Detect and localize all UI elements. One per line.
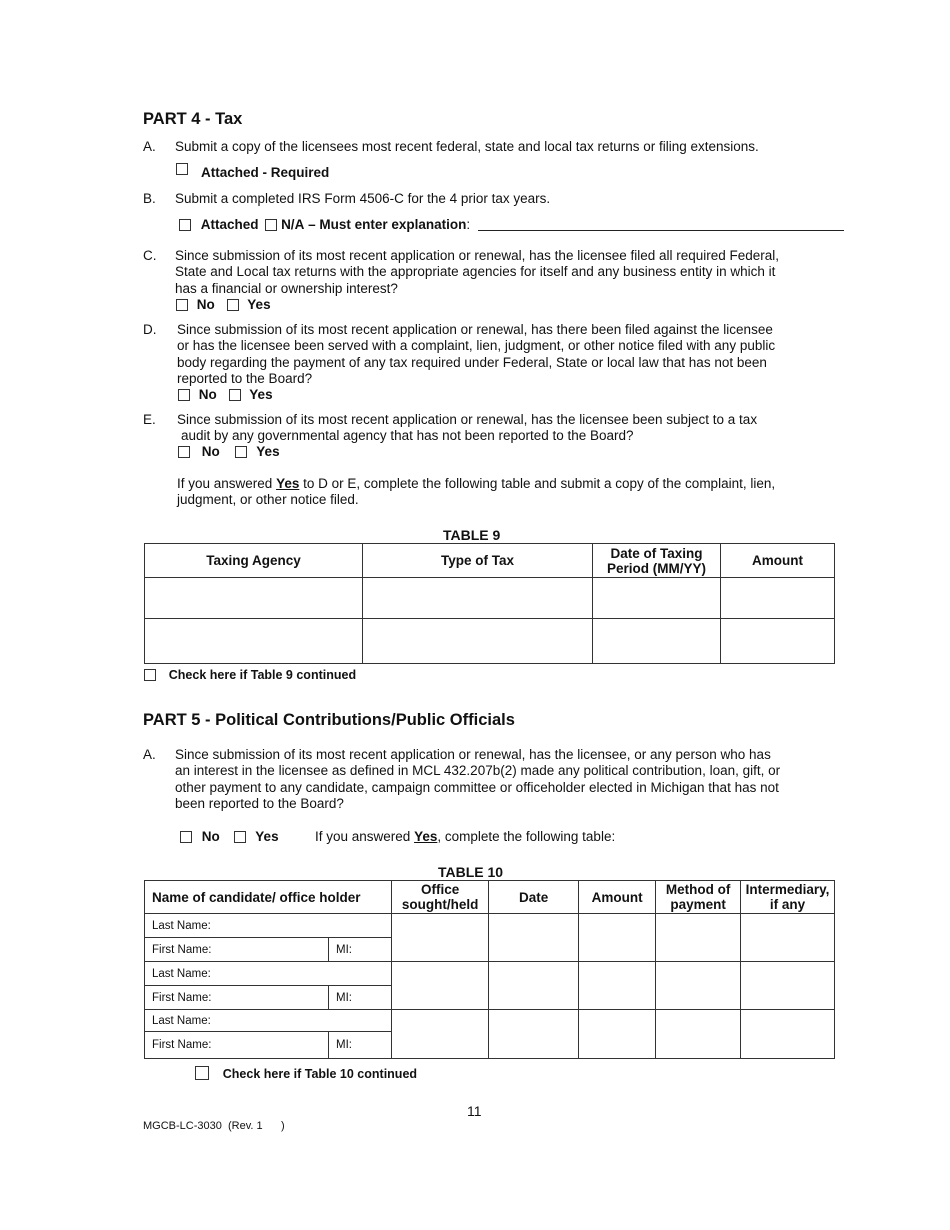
last-name-cell[interactable]: Last Name: [145,914,392,938]
na-label: N/A [281,217,305,232]
attached-required-checkbox[interactable] [176,163,188,175]
attached-checkbox[interactable] [179,219,191,231]
part4-c-line: State and Local tax returns with the appropriate agencies for itself and any business entity in which it [175,264,776,280]
part5-a-line: an interest in the licensee as defined in MCL 432.207b(2) made any political contribution, loan, gift, or [175,763,781,779]
e-yes-checkbox[interactable] [235,446,247,458]
part4-e-letter: E. [143,412,156,427]
table10-header-name: Name of candidate/ office holder [145,881,392,914]
part5-a-line: been reported to the Board? [175,795,344,811]
first-name-cell[interactable]: First Name: [145,938,329,962]
last-name-cell[interactable]: Last Name: [145,962,392,986]
d-yes-label: Yes [249,387,273,402]
part4-d-line: Since submission of its most recent application or renewal, has there been filed against the licensee [177,322,773,337]
part4-a-text: Submit a copy of the licensees most recent federal, state and local tax returns or filing extensions. [175,139,759,154]
table10-cell[interactable] [489,1010,579,1059]
table10-cell[interactable] [741,914,835,962]
mi-cell[interactable]: MI: [329,938,392,962]
table9-header-agency: Taxing Agency [145,544,363,578]
na-checkbox[interactable] [265,219,277,231]
table10-cell[interactable] [579,1010,656,1059]
table-row [145,1010,835,1032]
part5-a-line: other payment to any candidate, campaign committee or officeholder elected in Michigan that has not [175,779,779,795]
part4-b-letter: B. [143,191,156,206]
table9-header-amount: Amount [721,544,835,578]
table9-cell[interactable] [721,578,835,619]
table10-cell[interactable] [392,1010,489,1059]
table9-continued-checkbox[interactable] [144,669,156,681]
table10-header-amount: Amount [579,881,656,914]
explanation-label: – Must enter explanation [308,217,467,232]
table10-cell[interactable] [489,914,579,962]
part4-d-line: or has the licensee been served with a complaint, lien, judgment, or other notice filed with any public [177,338,776,354]
table10-cell[interactable] [579,914,656,962]
part4-e-line: audit by any governmental agency that has not been reported to the Board? [181,428,634,444]
e-no-label: No [201,444,220,459]
attached-label: Attached [200,217,259,232]
part5-title: PART 5 - Political Contributions/Public Officials [143,711,515,729]
table10-cell[interactable] [579,962,656,1010]
table9-header-date: Date of Taxing Period (MM/YY) [593,544,721,578]
e-no-checkbox[interactable] [178,446,190,458]
table10-cell[interactable] [656,914,741,962]
part4-d-line: body regarding the payment of any tax required under Federal, State or local law that has not been [177,354,767,370]
part4-a-letter: A. [143,139,156,154]
attached-required-label: Attached - Required [201,165,330,180]
c-no-label: No [196,297,215,312]
table10-header-date: Date [489,881,579,914]
form-id: MGCB-LC-3030 (Rev. 1 ) [143,1120,285,1132]
c-no-checkbox[interactable] [176,299,188,311]
part4-title: PART 4 - Tax [143,110,243,128]
table10-caption: TABLE 10 [438,864,504,880]
table10-cell[interactable] [392,914,489,962]
part4-d-letter: D. [143,322,157,337]
table10-header-method: Method of payment [656,881,741,914]
part5-a-line: Since submission of its most recent application or renewal, has the licensee, or any person who has [175,747,771,762]
p5-yes-label: Yes [255,829,279,844]
table10 [144,880,835,1059]
yes-emphasis: Yes [276,476,300,491]
part5-instruction: If you answered Yes, complete the following table: [315,829,616,844]
table9-cell[interactable] [145,619,363,664]
table9-cell[interactable] [145,578,363,619]
p5-yes-checkbox[interactable] [234,831,246,843]
mi-cell[interactable]: MI: [329,986,392,1010]
first-name-cell[interactable]: First Name: [145,986,329,1010]
p5-no-checkbox[interactable] [180,831,192,843]
part5-a-letter: A. [143,747,156,762]
table10-cell[interactable] [741,962,835,1010]
part4-instruction: If you answered Yes to D or E, complete the following table and submit a copy of the complaint, lien, judgment, or other notice filed. [177,476,776,508]
mi-cell[interactable]: MI: [329,1032,392,1059]
first-name-cell[interactable]: First Name: [145,1032,329,1059]
explanation-colon: : [466,217,471,232]
table-row [145,619,835,664]
part4-e-line: Since submission of its most recent application or renewal, has the licensee been subject to a tax [177,412,758,427]
table10-header-office: Office sought/held [392,881,489,914]
table10-cell[interactable] [392,962,489,1010]
c-yes-checkbox[interactable] [227,299,239,311]
table-row [145,962,835,986]
table9-cell[interactable] [363,578,593,619]
p5-no-label: No [201,829,220,844]
table10-continued-checkbox[interactable] [195,1066,209,1080]
table9-cell[interactable] [721,619,835,664]
e-yes-label: Yes [256,444,280,459]
table9-cell[interactable] [593,578,721,619]
page-number: 11 [467,1103,482,1119]
part4-c-line: has a financial or ownership interest? [175,280,398,296]
table9-cell[interactable] [593,619,721,664]
d-no-checkbox[interactable] [178,389,190,401]
table10-cell[interactable] [656,962,741,1010]
table9-cell[interactable] [363,619,593,664]
table-row [145,914,835,938]
part4-c-line: Since submission of its most recent application or renewal, has the licensee filed all required Federal, [175,248,780,263]
table-row [145,578,835,619]
c-yes-label: Yes [247,297,271,312]
d-no-label: No [198,387,217,402]
part4-b-text: Submit a completed IRS Form 4506-C for the 4 prior tax years. [175,191,551,206]
table10-cell[interactable] [656,1010,741,1059]
table10-cell[interactable] [741,1010,835,1059]
table9 [144,543,835,664]
explanation-input[interactable] [478,230,844,231]
table9-continued-label: Check here if Table 9 continued [168,668,357,682]
table10-continued-label: Check here if Table 10 continued [222,1067,418,1081]
table10-cell[interactable] [489,962,579,1010]
part4-d-line: reported to the Board? [177,370,313,386]
last-name-cell[interactable]: Last Name: [145,1010,392,1032]
table10-header-intermediary: Intermediary, if any [741,881,835,914]
part4-c-letter: C. [143,248,157,263]
table9-caption: TABLE 9 [443,527,501,543]
yes-emphasis: Yes [414,829,438,844]
d-yes-checkbox[interactable] [229,389,241,401]
table9-header-type: Type of Tax [363,544,593,578]
